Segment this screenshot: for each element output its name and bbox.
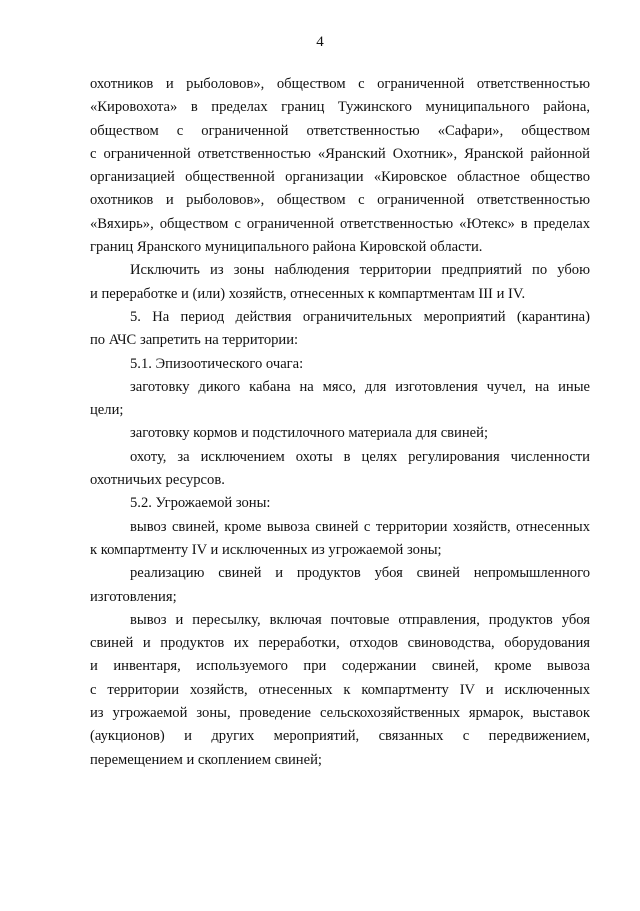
text-line: границ Яранского муниципального района Кировской области. xyxy=(90,239,483,256)
text-line: охотничьих ресурсов. xyxy=(90,472,225,489)
text-line: и переработке и (или) хозяйств, отнесенных к компартментам III и IV. xyxy=(90,285,526,302)
text-line: реализацию свиней и продуктов убоя свиней непромышленного xyxy=(130,565,590,582)
text-line: к компартменту IV и исключенных из угрожаемой зоны; xyxy=(90,541,442,558)
text-line: вывоз и пересылку, включая почтовые отправления, продуктов убоя xyxy=(130,611,590,628)
text-line: 5.1. Эпизоотического очага: xyxy=(130,355,304,372)
text-line: свиней и продуктов их переработки, отходов свиноводства, оборудования xyxy=(90,635,590,652)
text-line: и инвентаря, используемого при содержании свиней, кроме вывоза xyxy=(90,658,590,675)
document-body xyxy=(90,73,590,772)
text-line: охоту, за исключением охоты в целях регулирования численности xyxy=(130,448,590,465)
text-line: «Вяхирь», обществом с ограниченной ответственностью «Ютекс» в пределах xyxy=(90,215,590,232)
text-line: обществом с ограниченной ответственностью «Сафари», обществом xyxy=(90,122,590,139)
text-line: Исключить из зоны наблюдения территории предприятий по убою xyxy=(130,262,590,279)
text-line: охотников и рыболовов», обществом с ограниченной ответственностью xyxy=(90,76,590,92)
text-line: цели; xyxy=(90,402,124,419)
text-line: 5.2. Угрожаемой зоны: xyxy=(130,495,271,512)
text-line: заготовку дикого кабана на мясо, для изготовления чучел, на иные xyxy=(130,378,590,395)
text-line: по АЧС запретить на территории: xyxy=(90,332,299,349)
text-line: с территории хозяйств, отнесенных к компартменту IV и исключенных xyxy=(90,681,590,698)
text-line: (аукционов) и других мероприятий, связанных с передвижением, xyxy=(90,728,590,745)
text-line: организацией общественной организации «Кировское областное общество xyxy=(90,169,590,186)
page-number: 4 xyxy=(316,34,324,50)
text-line: заготовку кормов и подстилочного материала для свиней; xyxy=(130,425,489,442)
text-line: вывоз свиней, кроме вывоза свиней с территории хозяйств, отнесенных xyxy=(130,518,590,535)
text-line: перемещением и скоплением свиней; xyxy=(90,751,322,768)
text-line: «Кировохота» в пределах границ Тужинского муниципального района, xyxy=(90,99,590,116)
text-line: изготовления; xyxy=(90,588,177,605)
text-line: охотников и рыболовов», обществом с ограниченной ответственностью xyxy=(90,192,590,209)
text-line: с ограниченной ответственностью «Яранский Охотник», Яранской районной xyxy=(90,145,590,162)
text-line: 5. На период действия ограничительных мероприятий (карантина) xyxy=(130,308,590,325)
text-line: из угрожаемой зоны, проведение сельскохозяйственных ярмарок, выставок xyxy=(90,705,590,722)
